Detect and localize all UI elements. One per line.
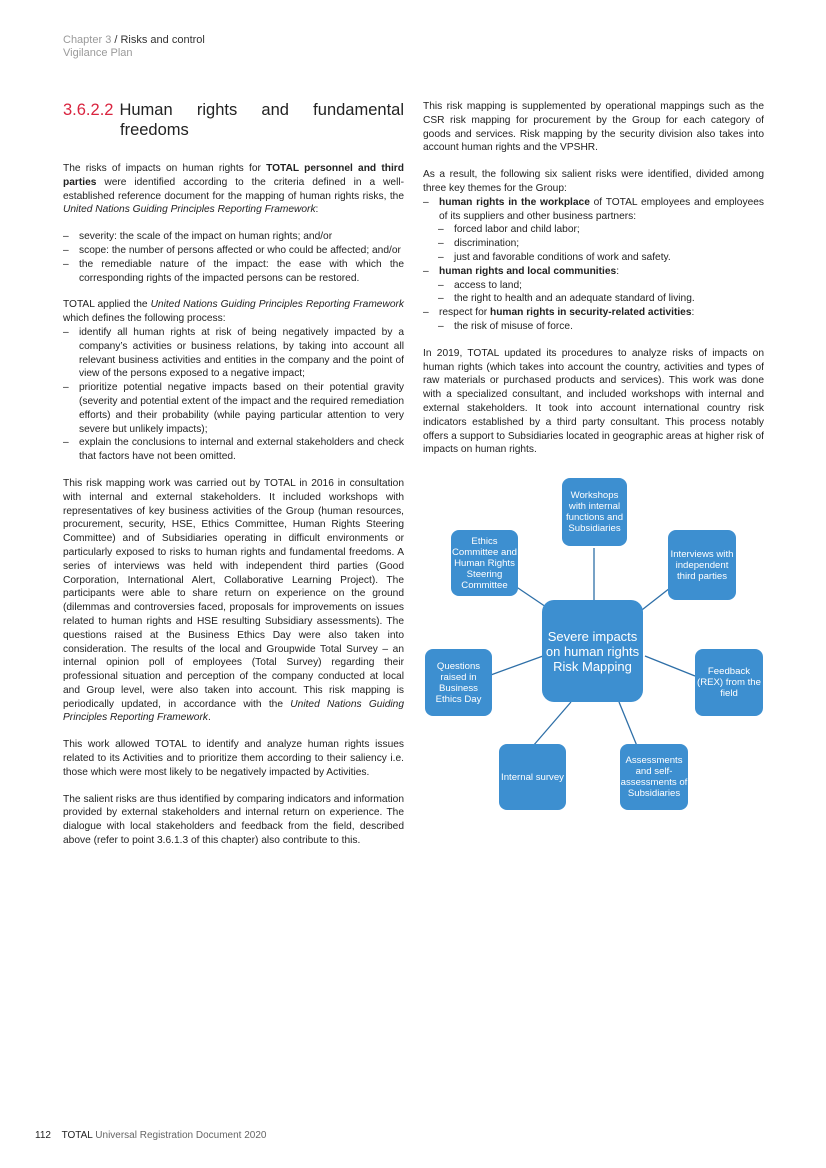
- connector-line: [645, 656, 695, 676]
- paragraph: [63, 477, 404, 725]
- internal-survey-node: [499, 744, 566, 810]
- paragraph: This work allowed TOTAL to identify and analyze human rights issues related to its Activities and to prioritize them according to their saliency i.e. those which were most likely to be negatively impacted by Activities.: [63, 739, 404, 778]
- text-run: The risks of impacts on human rights for: [63, 163, 267, 174]
- text-run: :: [691, 307, 695, 319]
- header-subtitle: Vigilance Plan: [63, 47, 133, 59]
- text-run: of TOTAL employees and employees of its suppliers and other business partners:: [439, 196, 764, 222]
- node-label: Assessments and self-assessments of Subsidiaries: [620, 755, 688, 799]
- connector-line: [619, 702, 637, 746]
- paragraph: This risk mapping is supplemented by operational mappings such as the CSR risk mapping for procurement by the Group for each category of goods and services. Risk mapping by the security division also takes into account human rights and the VPSHR.: [423, 101, 764, 154]
- sub-list: [423, 223, 764, 264]
- list-item: – scope: the number of persons affected or who could be affected; and/or: [63, 244, 404, 258]
- interviews-node: [668, 530, 736, 600]
- chapter-label: Chapter 3: [63, 34, 112, 46]
- left-column: [63, 100, 404, 861]
- paragraph: As a result, the following six salient risks were identified, divided among three key themes for the Group:: [423, 169, 764, 194]
- text-run: TOTAL applied the: [63, 299, 151, 311]
- process-list: [63, 326, 404, 464]
- sub-list-item: – discrimination;: [423, 237, 764, 251]
- list-item: – severity: the scale of the impact on human rights; and/or: [63, 230, 404, 244]
- sub-list-item: – the right to health and an adequate standard of living.: [423, 292, 764, 306]
- salient-risk-list: [423, 196, 764, 334]
- footer-brand: TOTAL: [61, 1130, 93, 1141]
- node-label: Internal survey: [501, 771, 564, 783]
- questions-node: [425, 649, 492, 716]
- paragraph: [63, 162, 404, 217]
- chapter-title: Risks and control: [120, 34, 205, 46]
- section-heading: [63, 100, 404, 140]
- section-title: Human rights and fundamental freedoms: [119, 101, 404, 139]
- page-footer: [35, 1130, 266, 1141]
- list-item: – the remediable nature of the impact: the ease with which the corresponding rights of the impacted persons can be restored.: [63, 258, 404, 286]
- text-run: This risk mapping work was carried out by TOTAL in 2016 in consultation with internal and external stakeholders. It included workshops with representatives of key business activities of the Group (human resources, procurement, security, HSE, Ethics Committee, Human Rights Steering Committee) and of Subsidiaries operating in difficult environments or particularly exposed to risks to human rights and fundamental freedoms. A series of interviews was held with independent third parties (Good Corporation, International Alert, Collaborative Learning Project). The participants were able to share return on experience on the ground (dilemmas and controversies faced, proposals for improvements on issues related to human rights and HSE resulting Subsidiary assessments). The questions raised at the Business Ethics Day were also taken into consideration. The results of the local and Groupwide Total Survey – an internal opinion poll of employees (Total Survey) regarding their professional situation and perception of the company conducted at local and Group level, were also taken into account. This risk mapping is periodically updated, in accordance with the: [63, 477, 404, 710]
- node-label: Ethics Committee and Human Rights Steering Committee: [451, 535, 518, 591]
- text-run: were identified according to the criteria defined in a well-established reference document for the mapping of human rights risks, the: [63, 176, 404, 202]
- right-column: [423, 100, 764, 470]
- text-run: respect for: [439, 307, 490, 319]
- connector-line: [488, 656, 543, 676]
- text-run: which defines the following process:: [63, 313, 226, 325]
- page-number: 112: [35, 1130, 51, 1141]
- feedback-node: [695, 649, 763, 716]
- sub-list-item: – forced labor and child labor;: [423, 223, 764, 237]
- risk-mapping-diagram: [423, 478, 768, 818]
- sub-list-item: – the risk of misuse of force.: [423, 320, 764, 334]
- text-run: .: [207, 712, 211, 724]
- node-label: Feedback (REX) from the field: [697, 666, 761, 699]
- list-item: [423, 265, 764, 306]
- sub-list-item: – just and favorable conditions of work and safety.: [423, 251, 764, 265]
- assessments-node: [620, 744, 688, 810]
- header-separator: /: [111, 34, 121, 46]
- center-node: [542, 600, 643, 702]
- connector-line: [533, 702, 571, 746]
- text-run: :: [315, 204, 319, 216]
- italic-run: United Nations Guiding Principles Reporting Framework: [63, 698, 404, 724]
- italic-run: United Nations Guiding Principles Reporting Framework: [63, 204, 316, 216]
- node-label: Workshops with internal functions and Subsidiaries: [565, 490, 624, 534]
- list-item: [423, 196, 764, 265]
- ethics-committee-node: [451, 530, 518, 596]
- section-number: 3.6.2.2: [63, 101, 114, 119]
- page-header: [63, 34, 205, 60]
- node-label: Questions raised in Business Ethics Day: [435, 660, 482, 705]
- italic-run: United Nations Guiding Principles Reporting Framework: [150, 299, 404, 311]
- bold-run: human rights and local communities: [439, 265, 617, 277]
- paragraph: The salient risks are thus identified by comparing indicators and information provided by external stakeholders and internal return on experience. The dialogue with local stakeholders and feedback from the field, described above (refer to point 3.6.1.3 of this chapter) also contribute to this.: [63, 793, 404, 847]
- footer-doc-title: Universal Registration Document 2020: [95, 1130, 267, 1141]
- list-item: [423, 306, 764, 334]
- list-item: – prioritize potential negative impacts based on their potential gravity (severity and potential extent of the impact and the required remediation efforts) and their probability (while paying particular attention to very severe but unlikely impacts);: [63, 381, 404, 436]
- paragraph: In 2019, TOTAL updated its procedures to analyze risks of impacts on human rights (which takes into account the country, activities and types of raw materials or purchased products and services). This work was done with a specialized consultant, and included workshops with internal and external stakeholders. It took into account international country risk indicators established by a third party consultant. This process notably offers a support to Subsidiaries located in geographic areas at higher risk of impacts on human rights.: [423, 347, 764, 456]
- bold-run: human rights in the workplace: [439, 196, 590, 208]
- list-item: – identify all human rights at risk of being negatively impacted by a company’s activities or business relations, by taking into account all relevant business activities and entities in the company and the point of view of the persons exposed to a negative impact;: [63, 326, 404, 381]
- paragraph: [63, 298, 404, 326]
- workshops-node: [562, 478, 627, 546]
- sub-list: [423, 279, 764, 307]
- text-run: :: [616, 265, 620, 277]
- list-item: – explain the conclusions to internal and external stakeholders and check that factors have not been omitted.: [63, 436, 404, 464]
- sub-list: [423, 320, 764, 334]
- bold-run: human rights in security-related activities: [489, 307, 692, 319]
- sub-list-item: – access to land;: [423, 279, 764, 293]
- node-label: Interviews with independent third parties: [670, 548, 734, 582]
- center-label: Severe impacts on human rights Risk Mapping: [545, 628, 640, 674]
- criteria-list: [63, 230, 404, 285]
- bold-run: TOTAL personnel and third parties: [63, 163, 404, 188]
